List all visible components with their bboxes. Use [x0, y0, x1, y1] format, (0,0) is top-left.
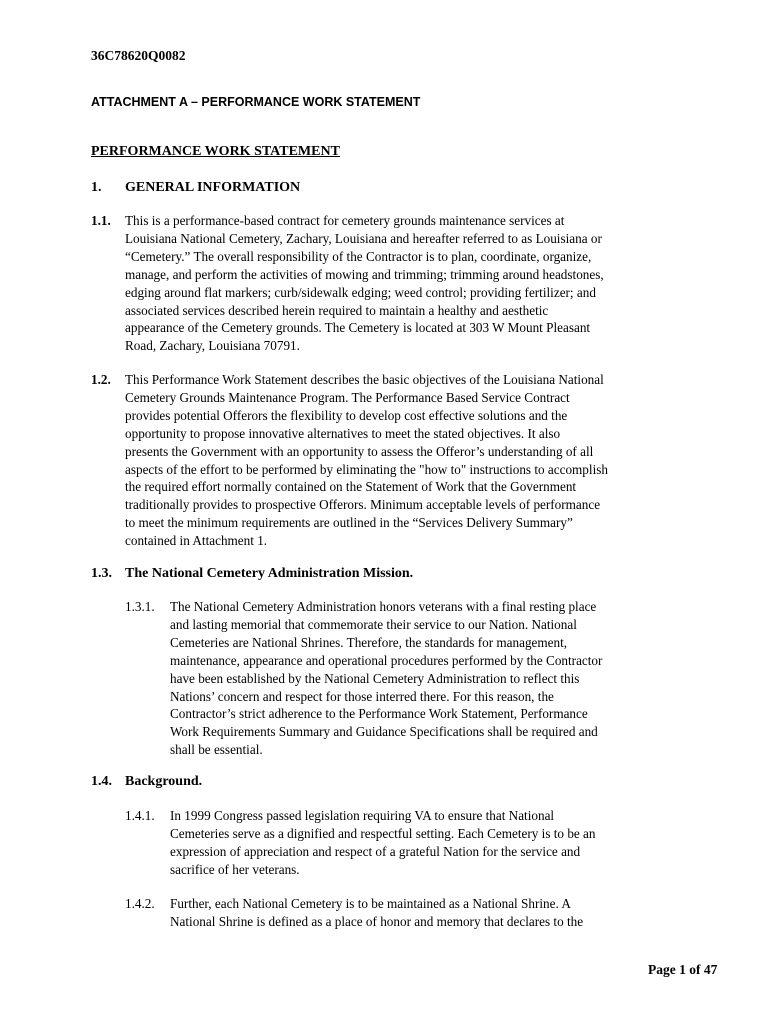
- section-1-number: 1.: [91, 180, 102, 195]
- paragraph-1-3-1-number: 1.3.1.: [125, 599, 155, 614]
- paragraph-1-1: [91, 212, 691, 355]
- section-1-3-title: The National Cemetery Administration Mission.: [125, 566, 414, 581]
- paragraph-line: opportunity to propose innovative alternatives to meet the stated objectives. It also: [125, 425, 561, 441]
- section-1-4-number: 1.4.: [91, 774, 112, 789]
- paragraph-1-4-2: [125, 895, 685, 931]
- paragraph-line: manage, and perform the activities of mowing and trimming; trimming around headstones,: [125, 266, 604, 282]
- paragraph-line: Cemetery Grounds Maintenance Program. The Performance Based Service Contract: [125, 389, 570, 405]
- paragraph-1-4-2-number: 1.4.2.: [125, 896, 155, 911]
- paragraph-line: This is a performance-based contract for cemetery grounds maintenance services at: [125, 213, 565, 228]
- paragraph-line: contained in Attachment 1.: [125, 533, 268, 549]
- paragraph-1-2: [91, 371, 691, 550]
- paragraph-line: and lasting memorial that commemorate their service to our Nation. National: [170, 616, 577, 632]
- paragraph-line: maintenance, appearance and operational procedures performed by the Contractor: [170, 652, 603, 668]
- paragraph-line: Cemeteries are National Shrines. Therefore, the standards for management,: [170, 634, 568, 650]
- paragraph-line: associated services described herein required to maintain a healthy and aesthetic: [125, 302, 549, 318]
- paragraph-line: aspects of the effort to be performed by eliminating the "how to" instructions to accomplish: [125, 461, 608, 477]
- paragraph-line: Further, each National Cemetery is to be maintained as a National Shrine. A: [170, 896, 571, 911]
- paragraph-line: Work Requirements Summary and Guidance Specifications shall be required and: [170, 724, 598, 740]
- section-1-3-number: 1.3.: [91, 566, 112, 581]
- paragraph-line: Cemeteries serve as a dignified and respectful setting. Each Cemetery is to be an: [170, 825, 596, 841]
- paragraph-line: This Performance Work Statement describes the basic objectives of the Louisiana National: [125, 372, 604, 387]
- paragraph-line: presents the Government with an opportunity to assess the Offeror’s understanding of all: [125, 443, 594, 459]
- page-number-footer: Page 1 of 47: [648, 962, 718, 977]
- paragraph-1-2-number: 1.2.: [91, 372, 111, 387]
- paragraph-1-4-2-body: [170, 895, 685, 931]
- paragraph-line: traditionally provides to prospective Offerors. Minimum acceptable levels of performance: [125, 497, 601, 513]
- paragraph-line: shall be essential.: [170, 742, 263, 758]
- paragraph-line: National Shrine is defined as a place of honor and memory that declares to the: [170, 913, 584, 929]
- paragraph-1-3-1: [125, 598, 685, 759]
- paragraph-line: provides potential Offerors the flexibility to develop cost effective solutions and the: [125, 407, 568, 423]
- paragraph-1-2-body: [125, 371, 691, 550]
- paragraph-line: sacrifice of her veterans.: [170, 861, 300, 877]
- section-1-4-title: Background.: [125, 774, 203, 789]
- paragraph-line: In 1999 Congress passed legislation requiring VA to ensure that National: [170, 808, 555, 823]
- paragraph-1-4-1-body: [170, 807, 685, 879]
- paragraph-1-3-1-body: [170, 598, 685, 759]
- paragraph-line: to meet the minimum requirements are outlined in the “Services Delivery Summary”: [125, 515, 573, 531]
- section-1-heading: [91, 179, 300, 197]
- paragraph-line: appearance of the Cemetery grounds. The Cemetery is located at 303 W Mount Pleasant: [125, 320, 591, 336]
- paragraph-1-4-1: [125, 807, 685, 879]
- section-1-title: GENERAL INFORMATION: [125, 180, 301, 195]
- paragraph-1-4-1-number: 1.4.1.: [125, 808, 155, 823]
- paragraph-line: Road, Zachary, Louisiana 70791.: [125, 338, 300, 354]
- attachment-title: ATTACHMENT A – PERFORMANCE WORK STATEMENT: [91, 95, 421, 109]
- paragraph-line: Louisiana National Cemetery, Zachary, Louisiana and hereafter referred to as Louisiana or: [125, 230, 602, 246]
- document-number: 36C78620Q0082: [91, 48, 186, 63]
- paragraph-line: “Cemetery.” The overall responsibility of the Contractor is to plan, coordinate, organize,: [125, 248, 592, 264]
- paragraph-line: Nations’ concern and respect for those interred there. For this reason, the: [170, 688, 554, 704]
- section-1-3-heading: [91, 565, 413, 583]
- paragraph-line: expression of appreciation and respect of a grateful Nation for the service and: [170, 843, 581, 859]
- paragraph-line: edging around flat markers; curb/sidewalk edging; weed control; providing fertilizer; and: [125, 284, 596, 300]
- paragraph-1-1-number: 1.1.: [91, 213, 111, 228]
- section-1-4-heading: [91, 773, 202, 791]
- pws-title: PERFORMANCE WORK STATEMENT: [91, 144, 340, 159]
- paragraph-line: The National Cemetery Administration honors veterans with a final resting place: [170, 599, 597, 614]
- paragraph-line: the required effort normally contained on the Statement of Work that the Government: [125, 479, 577, 495]
- paragraph-1-1-body: [125, 212, 691, 355]
- paragraph-line: Contractor’s strict adherence to the Performance Work Statement, Performance: [170, 706, 588, 722]
- paragraph-line: have been established by the National Cemetery Administration to reflect this: [170, 670, 580, 686]
